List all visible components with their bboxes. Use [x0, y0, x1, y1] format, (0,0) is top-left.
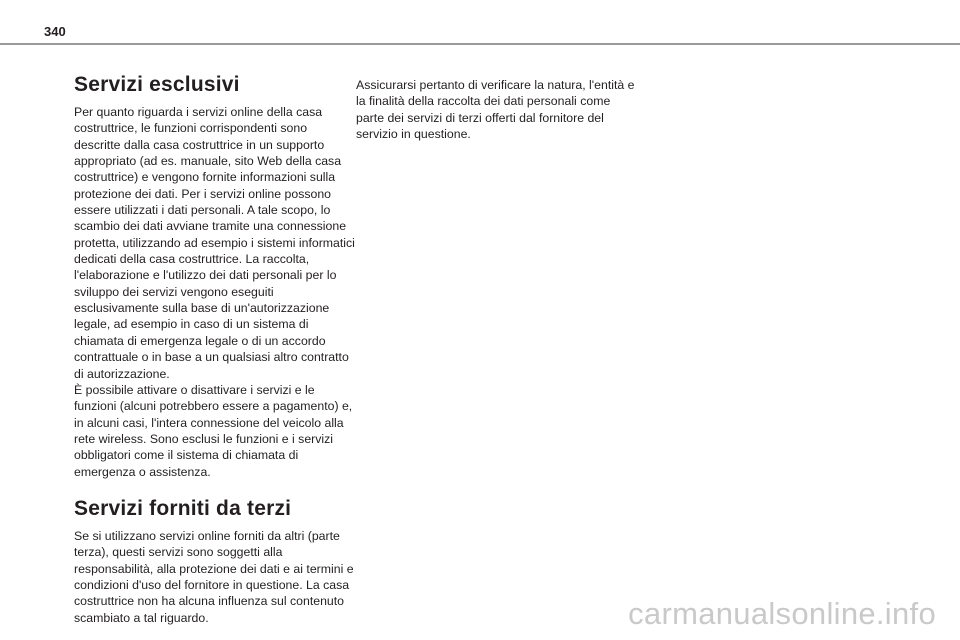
paragraph-right-column-1: Assicurarsi pertanto di verificare la natura, l'entità e la finalità della raccolta dei dati personali come parte dei servizi di terzi offerti dal fornitore del servizio in questione. — [356, 78, 635, 142]
section-title-third-party-services: Servizi forniti da terzi — [74, 496, 292, 520]
page-number: 340 — [44, 24, 66, 39]
right-column — [356, 77, 636, 142]
paragraph-exclusive-services-2: È possibile attivare o disattivare i servizi e le funzioni (alcuni potrebbero essere a pagamento) e, in alcuni casi, l'intera connessione del veicolo alla rete wireless. Sono esclusi le funzioni e i servizi obbligatori come il sistema di chiamata di emergenza o assistenza. — [74, 382, 353, 479]
paragraph-third-party-services-1: Se si utilizzano servizi online forniti da altri (parte terza), questi servizi sono soggetti alla responsabilità, alla protezione dei dati e ai termini e condizioni d'uso del fornitore in questione. La casa costruttrice non ha alcuna influenza sul contenuto scambiato a tal riguardo. — [74, 528, 354, 625]
section-title-exclusive-services: Servizi esclusivi — [74, 73, 240, 96]
left-column — [74, 72, 356, 626]
paragraph-exclusive-services-1: Per quanto riguarda i servizi online della casa costruttrice, le funzioni corrispondenti sono descritte dalla casa costruttrice in un supporto appropriato (ad es. manuale, sito Web della casa costruttrice) e vengono fornite informazioni sulla protezione dei dati. Per i servizi online possono essere utilizzati i dati personali. A tale scopo, lo scambio dei dati avviane tramite una connessione protetta, utilizzando ad esempio i sistemi informatici dedicati della casa costruttrice. La raccolta, l'elaborazione e l'utilizzo dei dati personali per lo sviluppo dei servizi vengono eseguiti esclusivamente sulla base di un'autorizzazione legale, ad esempio in caso di un sistema di chiamata di emergenza legale o di un accordo contrattuale o in base a un qualsiasi altro contratto di autorizzazione. — [74, 105, 355, 381]
watermark-text: carmanualsonline.info — [628, 596, 936, 631]
header-divider — [0, 43, 960, 45]
